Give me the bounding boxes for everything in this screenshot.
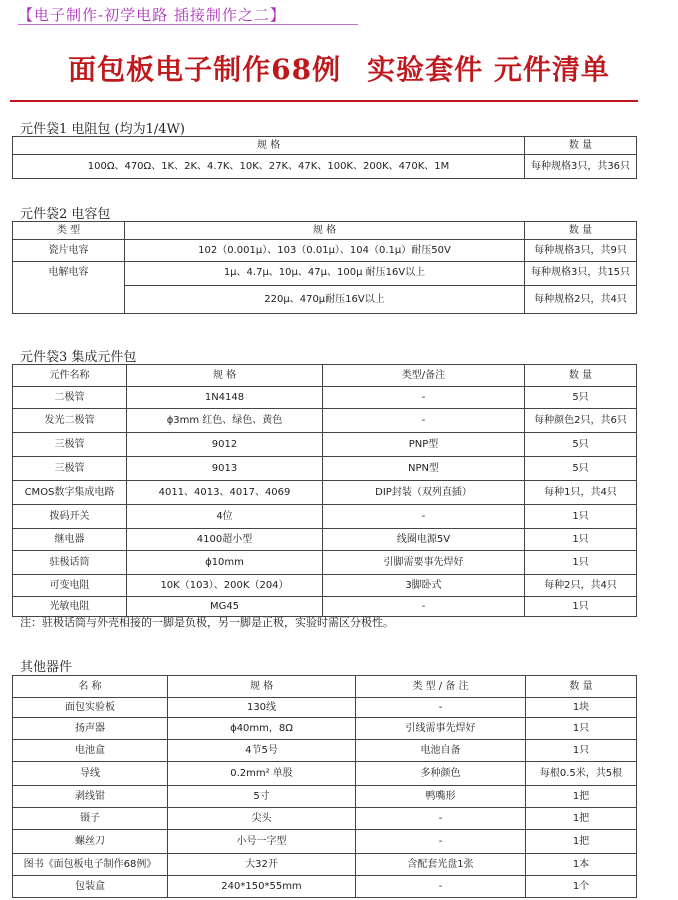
series-banner: 【电子制作-初学电路 插接制作之二】	[18, 6, 286, 24]
header-qty: 数 量	[525, 222, 637, 240]
banner-underline	[18, 24, 358, 25]
cell-qty: 每种颜色2只，共6只	[525, 409, 637, 433]
header-name: 元件名称	[13, 365, 127, 387]
cell-note: 电池自备	[356, 740, 526, 762]
cell-name: 螺丝刀	[13, 830, 168, 854]
header-spec: 规 格	[125, 222, 525, 240]
bag2-heading: 元件袋2 电容包	[20, 207, 111, 222]
cell-qty: 每根0.5米，共5根	[526, 762, 637, 786]
table-row	[13, 551, 637, 575]
cell-spec: 5寸	[168, 786, 356, 808]
table-row	[13, 762, 637, 786]
cell-spec: 4节5号	[168, 740, 356, 762]
table-row	[13, 830, 637, 854]
cell-qty: 1把	[526, 808, 637, 830]
cell-name: 电池盒	[13, 740, 168, 762]
cell-name: 继电器	[13, 529, 127, 551]
cell-spec: 9012	[127, 433, 323, 457]
cell-note: -	[356, 808, 526, 830]
bag1-table	[12, 136, 637, 179]
cell-qty: 每种2只，共4只	[525, 575, 637, 597]
cell-note: -	[356, 830, 526, 854]
cell-name: 镊子	[13, 808, 168, 830]
cell-type: 电解电容	[13, 262, 125, 314]
header-name: 名 称	[13, 676, 168, 698]
cell-spec: ϕ40mm，8Ω	[168, 718, 356, 740]
cell-qty: 1把	[526, 786, 637, 808]
page-title	[0, 48, 678, 88]
header-qty: 数 量	[525, 365, 637, 387]
cell-spec: 102（0.001μ）、103（0.01μ）、104（0.1μ）耐压50V	[125, 240, 525, 262]
cell-note: 鸭嘴形	[356, 786, 526, 808]
table-row	[13, 433, 637, 457]
cell-note: NPN型	[323, 457, 525, 481]
table-row	[13, 505, 637, 529]
cell-note: -	[323, 409, 525, 433]
table-row	[13, 262, 637, 286]
cell-note: 3脚卧式	[323, 575, 525, 597]
cell-qty: 5只	[525, 433, 637, 457]
table-row	[13, 409, 637, 433]
cell-note: DIP封装（双列直插）	[323, 481, 525, 505]
cell-note: -	[356, 698, 526, 718]
header-spec: 规 格	[13, 137, 525, 155]
header-type: 类 型	[13, 222, 125, 240]
cell-name: 三极管	[13, 433, 127, 457]
cell-name: CMOS数字集成电路	[13, 481, 127, 505]
cell-qty: 1只	[525, 529, 637, 551]
cell-spec: 1N4148	[127, 387, 323, 409]
header-spec: 规 格	[127, 365, 323, 387]
cell-spec: 130线	[168, 698, 356, 718]
cell-qty: 1只	[525, 597, 637, 617]
title-divider	[10, 100, 638, 102]
cell-note: PNP型	[323, 433, 525, 457]
table-header-row	[13, 137, 637, 155]
table-header-row	[13, 222, 637, 240]
cell-name: 包装盒	[13, 876, 168, 898]
table-row	[13, 854, 637, 876]
table-header-row	[13, 676, 637, 698]
cell-name: 三极管	[13, 457, 127, 481]
cell-qty: 1块	[526, 698, 637, 718]
cell-qty: 1把	[526, 830, 637, 854]
cell-spec: 4位	[127, 505, 323, 529]
table-row	[13, 155, 637, 179]
cell-qty: 1只	[526, 740, 637, 762]
table-row	[13, 457, 637, 481]
table-row	[13, 718, 637, 740]
cell-spec: 10K（103）、200K（204）	[127, 575, 323, 597]
table-row	[13, 740, 637, 762]
cell-name: 剥线钳	[13, 786, 168, 808]
cell-qty: 每种规格3只，共9只	[525, 240, 637, 262]
cell-name: 导线	[13, 762, 168, 786]
table-row	[13, 698, 637, 718]
title-main: 面包板电子制作68例	[68, 53, 342, 86]
cell-qty: 5只	[525, 457, 637, 481]
table-row	[13, 387, 637, 409]
cell-note: 多种颜色	[356, 762, 526, 786]
cell-type: 瓷片电容	[13, 240, 125, 262]
cell-qty: 每种规格3只，共15只	[525, 262, 637, 286]
cell-qty: 每种1只，共4只	[525, 481, 637, 505]
header-qty: 数 量	[525, 137, 637, 155]
header-spec: 规 格	[168, 676, 356, 698]
other-heading: 其他器件	[20, 660, 73, 675]
cell-note: -	[323, 505, 525, 529]
header-note: 类 型 / 备 注	[356, 676, 526, 698]
cell-spec: 4011、4013、4017、4069	[127, 481, 323, 505]
header-qty: 数 量	[526, 676, 637, 698]
cell-name: 二极管	[13, 387, 127, 409]
cell-note: -	[323, 387, 525, 409]
cell-spec: 220μ、470μ耐压16V以上	[125, 286, 525, 314]
bag1-heading: 元件袋1 电阻包 (均为1/4W)	[20, 122, 185, 137]
cell-qty: 每种规格3只，共36只	[525, 155, 637, 179]
table-row	[13, 876, 637, 898]
cell-spec: 0.2mm² 单股	[168, 762, 356, 786]
cell-spec: MG45	[127, 597, 323, 617]
cell-name: 光敏电阻	[13, 597, 127, 617]
bag3-heading: 元件袋3 集成元件包	[20, 350, 137, 365]
cell-name: 图书《面包板电子制作68例》	[13, 854, 168, 876]
cell-qty: 1只	[525, 551, 637, 575]
other-table	[12, 675, 637, 898]
cell-spec: 小号一字型	[168, 830, 356, 854]
table-row	[13, 786, 637, 808]
cell-note: 含配套光盘1张	[356, 854, 526, 876]
bag3-table	[12, 364, 637, 617]
table-header-row	[13, 365, 637, 387]
cell-spec: 尖头	[168, 808, 356, 830]
header-note: 类型/备注	[323, 365, 525, 387]
bag2-table	[12, 221, 637, 314]
table-row	[13, 808, 637, 830]
table-row	[13, 240, 637, 262]
cell-qty: 1只	[525, 505, 637, 529]
table-row	[13, 529, 637, 551]
cell-spec: ϕ3mm 红色、绿色、黄色	[127, 409, 323, 433]
cell-qty: 1只	[526, 718, 637, 740]
cell-qty: 5只	[525, 387, 637, 409]
cell-note: -	[323, 597, 525, 617]
cell-spec: 4100超小型	[127, 529, 323, 551]
cell-name: 扬声器	[13, 718, 168, 740]
cell-name: 面包实验板	[13, 698, 168, 718]
table-row	[13, 481, 637, 505]
cell-note: 线圈电源5V	[323, 529, 525, 551]
cell-spec: 大32开	[168, 854, 356, 876]
cell-spec: 9013	[127, 457, 323, 481]
cell-qty: 1个	[526, 876, 637, 898]
cell-qty: 每种规格2只，共4只	[525, 286, 637, 314]
cell-qty: 1本	[526, 854, 637, 876]
cell-note: 引线需事先焊好	[356, 718, 526, 740]
title-sub: 实验套件 元件清单	[367, 53, 610, 86]
cell-name: 可变电阻	[13, 575, 127, 597]
cell-spec: 240*150*55mm	[168, 876, 356, 898]
cell-name: 拨码开关	[13, 505, 127, 529]
polarity-note: 注：驻极话筒与外壳相接的一脚是负极，另一脚是正极，实验时需区分极性。	[20, 616, 394, 629]
cell-note: 引脚需要事先焊好	[323, 551, 525, 575]
cell-note: -	[356, 876, 526, 898]
cell-name: 驻极话筒	[13, 551, 127, 575]
table-row	[13, 575, 637, 597]
cell-spec: 1μ、4.7μ、10μ、47μ、100μ 耐压16V以上	[125, 262, 525, 286]
cell-name: 发光二极管	[13, 409, 127, 433]
cell-spec: ϕ10mm	[127, 551, 323, 575]
cell-spec: 100Ω、470Ω、1K、2K、4.7K、10K、27K、47K、100K、200K、470K、1M	[13, 155, 525, 179]
